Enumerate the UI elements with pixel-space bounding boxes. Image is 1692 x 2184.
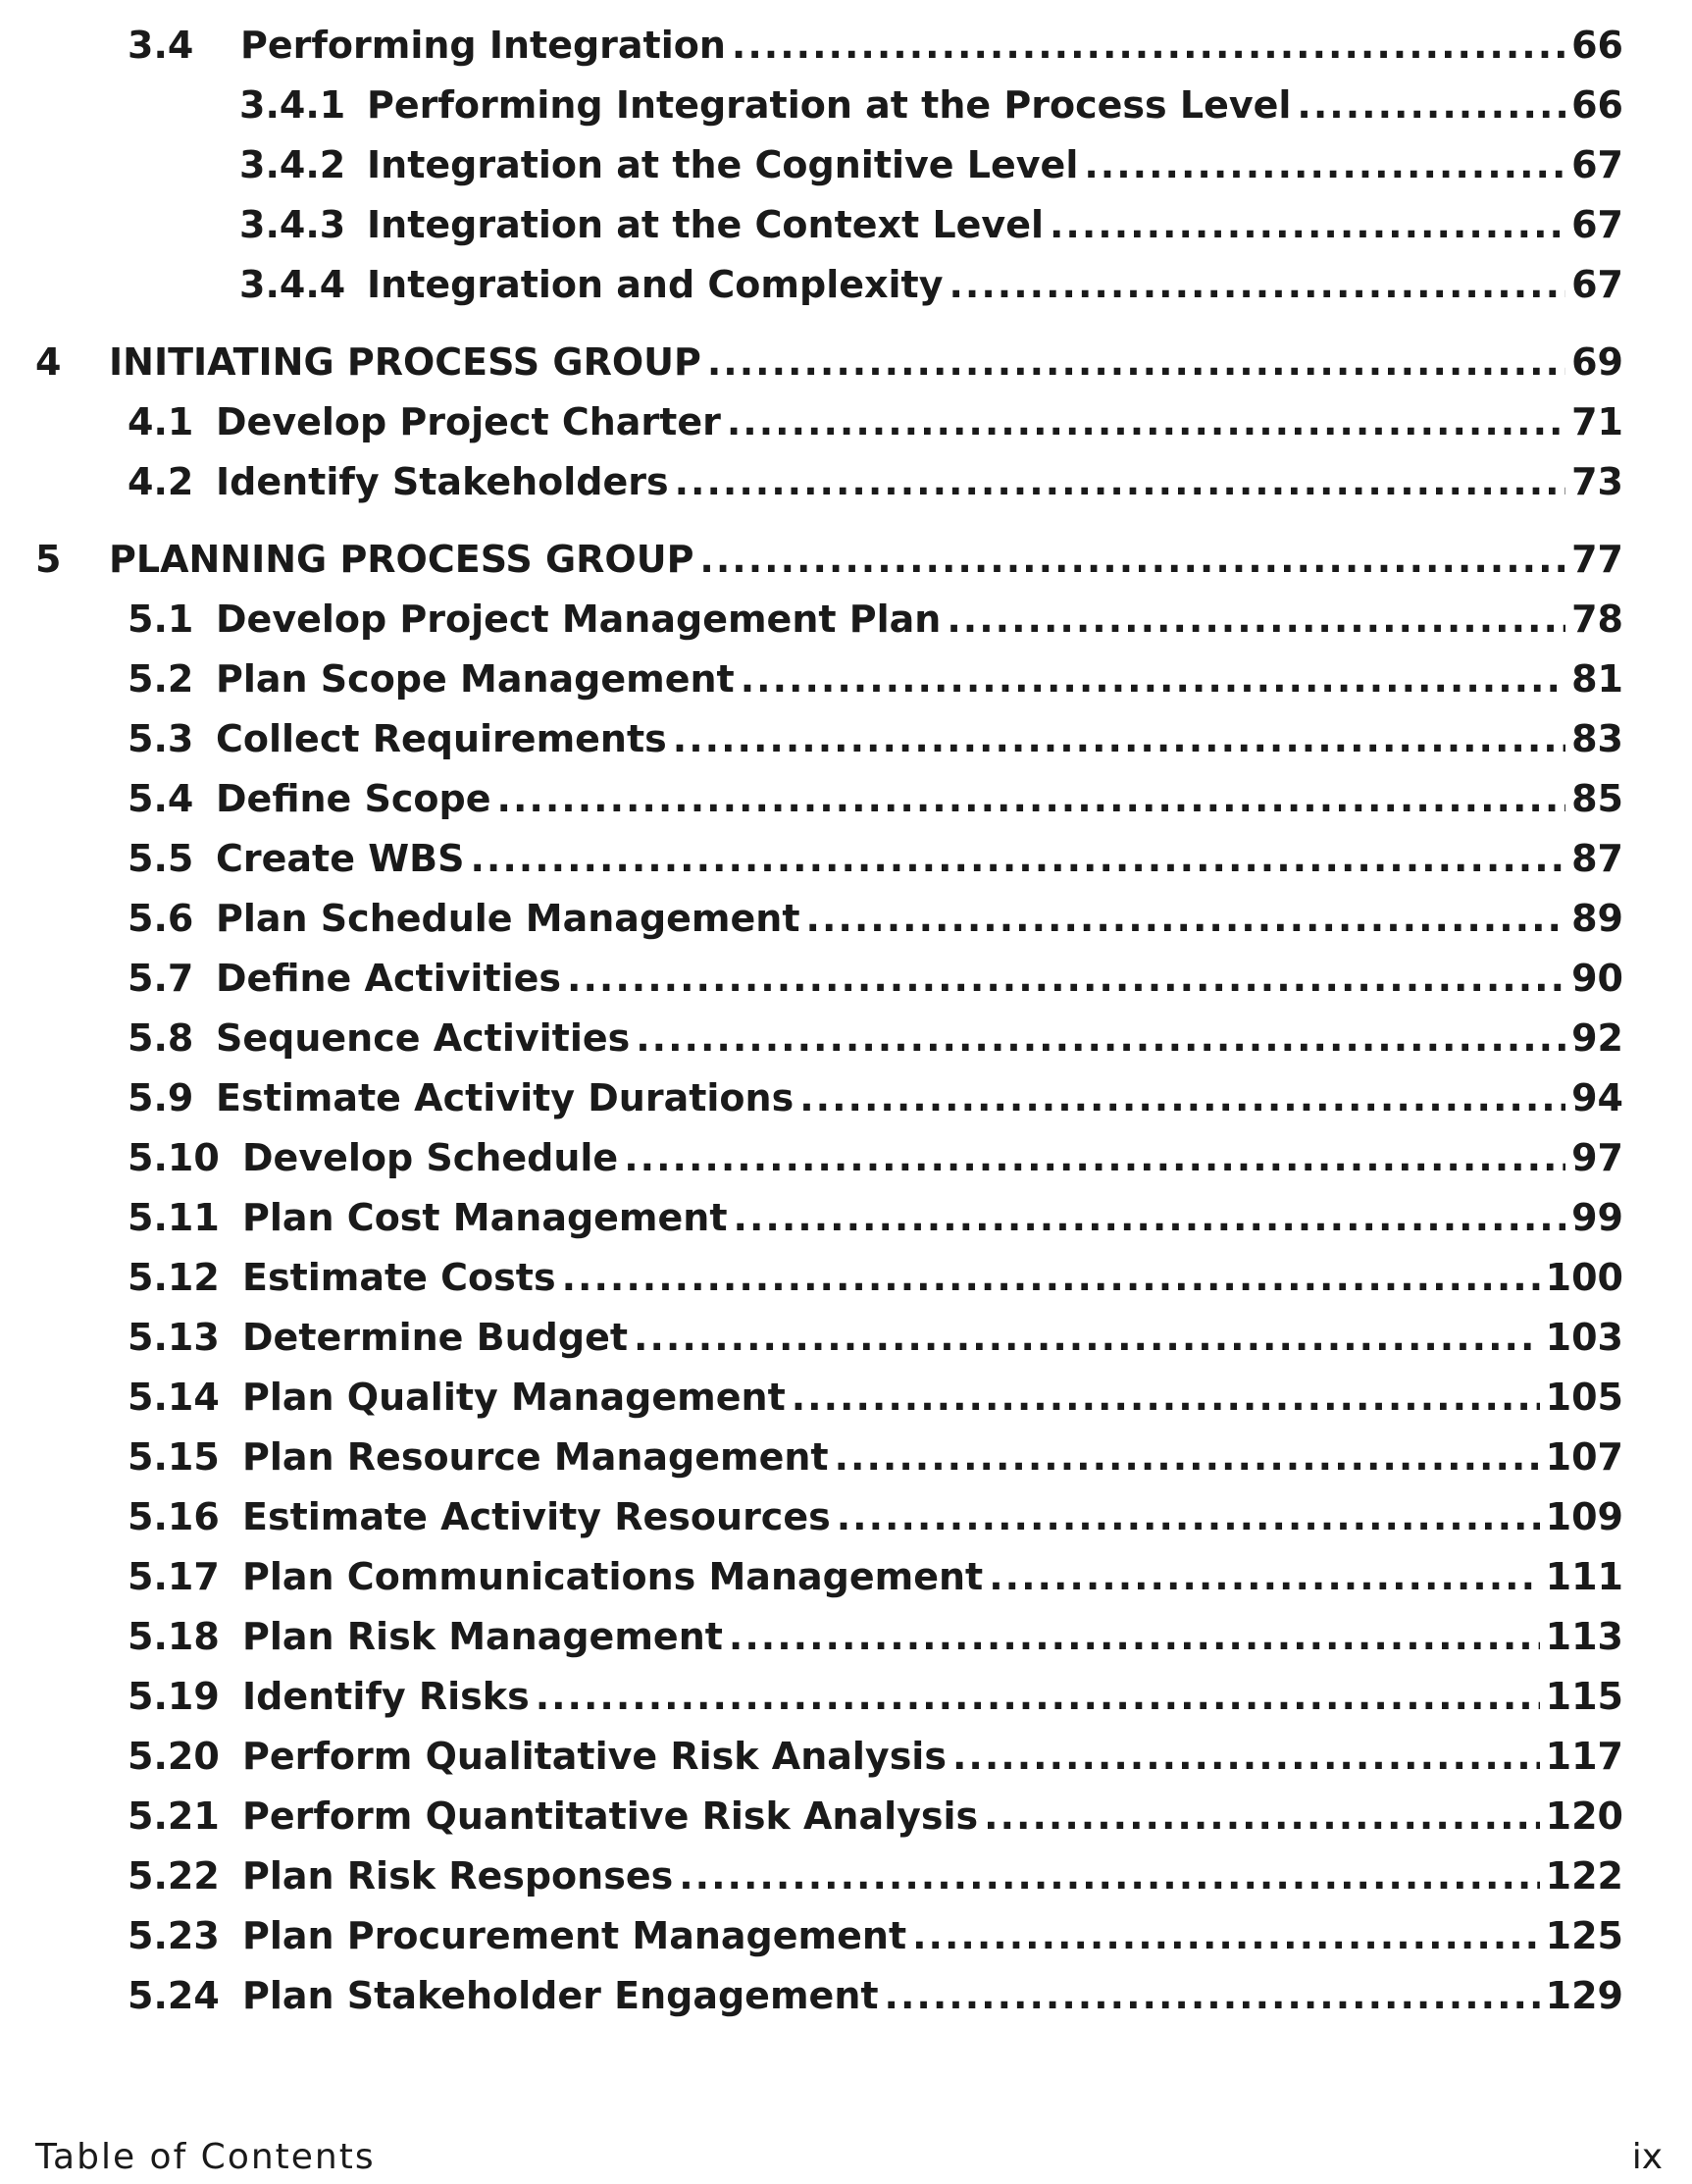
toc-entry-title: INITIATING PROCESS GROUP bbox=[109, 340, 701, 384]
toc-dot-leader bbox=[636, 1013, 1565, 1064]
toc-entry-title: Define Activities bbox=[216, 957, 562, 1000]
toc-entry-number: 5.21 bbox=[128, 1794, 220, 1838]
toc-entry[interactable] bbox=[128, 1731, 1623, 1782]
toc-entry-number: 5.20 bbox=[128, 1735, 220, 1778]
toc-entry[interactable] bbox=[128, 456, 1623, 507]
toc-entry-page: 111 bbox=[1545, 1555, 1623, 1598]
toc-entry-title: Plan Resource Management bbox=[242, 1435, 829, 1479]
toc-dot-leader bbox=[673, 713, 1565, 764]
toc-entry-page: 94 bbox=[1571, 1076, 1623, 1119]
toc-entry-title: Plan Risk Management bbox=[242, 1615, 723, 1658]
toc-entry-number: 5.22 bbox=[128, 1854, 220, 1898]
toc-entry-page: 113 bbox=[1545, 1615, 1623, 1658]
toc-entry-page: 66 bbox=[1571, 83, 1623, 127]
toc-entry-page: 115 bbox=[1545, 1675, 1623, 1718]
toc-entry-title: Plan Communications Management bbox=[242, 1555, 984, 1598]
toc-entry-title: Estimate Costs bbox=[242, 1256, 556, 1299]
toc-entry-page: 97 bbox=[1571, 1136, 1623, 1179]
toc-entry-title: Sequence Activities bbox=[216, 1016, 631, 1060]
toc-entry-page: 85 bbox=[1571, 777, 1623, 820]
toc-entry-title: Collect Requirements bbox=[216, 717, 667, 760]
toc-entry-page: 105 bbox=[1545, 1376, 1623, 1419]
toc-dot-leader bbox=[562, 1252, 1540, 1303]
toc-entry-title: Develop Project Charter bbox=[216, 400, 721, 443]
toc-entry[interactable] bbox=[128, 20, 1623, 71]
toc-entry-title: Integration at the Cognitive Level bbox=[367, 143, 1079, 186]
toc-entry-number: 5.13 bbox=[128, 1316, 220, 1359]
toc-entry-title: Create WBS bbox=[216, 837, 465, 880]
toc-entry-number: 5.3 bbox=[128, 717, 194, 760]
toc-dot-leader bbox=[675, 456, 1566, 507]
toc-dot-leader bbox=[470, 833, 1565, 884]
toc-entry[interactable] bbox=[128, 953, 1623, 1004]
toc-entry-number: 5.5 bbox=[128, 837, 194, 880]
toc-entry-title: Perform Quantitative Risk Analysis bbox=[242, 1794, 979, 1838]
toc-entry-title: Plan Schedule Management bbox=[216, 897, 800, 940]
toc-entry[interactable] bbox=[239, 139, 1623, 190]
toc-entry-number: 5.10 bbox=[128, 1136, 220, 1179]
toc-entry-title: Estimate Activity Resources bbox=[242, 1495, 831, 1538]
toc-entry-title: Plan Procurement Management bbox=[242, 1914, 907, 1957]
toc-entry[interactable] bbox=[239, 199, 1623, 250]
toc-dot-leader bbox=[835, 1431, 1540, 1482]
toc-entry-page: 122 bbox=[1545, 1854, 1623, 1898]
toc-entry[interactable] bbox=[128, 1910, 1623, 1961]
toc-dot-leader bbox=[732, 20, 1565, 71]
toc-entry-title: Integration at the Context Level bbox=[367, 203, 1044, 246]
toc-entry-number: 5.24 bbox=[128, 1974, 220, 2017]
toc-entry-number: 5 bbox=[35, 538, 62, 581]
toc-entry[interactable] bbox=[239, 79, 1623, 130]
toc-entry[interactable] bbox=[128, 773, 1623, 824]
toc-entry-page: 78 bbox=[1571, 598, 1623, 641]
toc-entry-page: 67 bbox=[1571, 263, 1623, 306]
toc-entry[interactable] bbox=[239, 259, 1623, 310]
toc-entry-page: 90 bbox=[1571, 957, 1623, 1000]
toc-entry-number: 5.14 bbox=[128, 1376, 220, 1419]
toc-entry-number: 5.18 bbox=[128, 1615, 220, 1658]
toc-entry[interactable] bbox=[128, 594, 1623, 645]
toc-entry[interactable] bbox=[35, 337, 1623, 388]
toc-entry-number: 5.11 bbox=[128, 1196, 220, 1239]
toc-entry[interactable] bbox=[128, 1312, 1623, 1363]
toc-entry[interactable] bbox=[35, 534, 1623, 585]
toc-entry-page: 66 bbox=[1571, 24, 1623, 67]
toc-entry-page: 87 bbox=[1571, 837, 1623, 880]
toc-entry-number: 5.1 bbox=[128, 598, 194, 641]
toc-entry-title: Plan Quality Management bbox=[242, 1376, 786, 1419]
toc-dot-leader bbox=[734, 1192, 1566, 1243]
toc-entry-page: 81 bbox=[1571, 657, 1623, 701]
toc-entry-page: 89 bbox=[1571, 897, 1623, 940]
toc-entry-page: 73 bbox=[1571, 460, 1623, 503]
toc-dot-leader bbox=[799, 1072, 1565, 1123]
toc-entry-number: 4 bbox=[35, 340, 62, 384]
toc-dot-leader bbox=[885, 1970, 1540, 2021]
toc-entry-number: 3.4.3 bbox=[239, 203, 346, 246]
toc-entry-page: 71 bbox=[1571, 400, 1623, 443]
toc-entry[interactable] bbox=[128, 653, 1623, 704]
toc-entry-page: 67 bbox=[1571, 143, 1623, 186]
toc-entry-title: Plan Risk Responses bbox=[242, 1854, 674, 1898]
toc-entry-page: 100 bbox=[1545, 1256, 1623, 1299]
toc-dot-leader bbox=[806, 893, 1566, 944]
toc-dot-leader bbox=[837, 1491, 1540, 1542]
toc-entry[interactable] bbox=[128, 1491, 1623, 1542]
toc-entry-number: 5.16 bbox=[128, 1495, 220, 1538]
toc-entry-page: 109 bbox=[1545, 1495, 1623, 1538]
toc-entry-number: 5.19 bbox=[128, 1675, 220, 1718]
toc-dot-leader bbox=[912, 1910, 1540, 1961]
toc-entry[interactable] bbox=[128, 1551, 1623, 1602]
toc-entry-number: 5.2 bbox=[128, 657, 194, 701]
toc-entry[interactable] bbox=[128, 1431, 1623, 1482]
toc-entry[interactable] bbox=[128, 893, 1623, 944]
toc-entry-page: 92 bbox=[1571, 1016, 1623, 1060]
toc-entry[interactable] bbox=[128, 1192, 1623, 1243]
footer-section-label: Table of Contents bbox=[35, 2137, 376, 2177]
toc-entry-number: 4.1 bbox=[128, 400, 194, 443]
toc-entry-number: 5.8 bbox=[128, 1016, 194, 1060]
toc-dot-leader bbox=[984, 1791, 1540, 1842]
toc-entry[interactable] bbox=[128, 833, 1623, 884]
toc-entry[interactable] bbox=[128, 713, 1623, 764]
toc-dot-leader bbox=[497, 773, 1566, 824]
toc-dot-leader bbox=[634, 1312, 1540, 1363]
toc-entry-page: 120 bbox=[1545, 1794, 1623, 1838]
toc-entry-page: 129 bbox=[1545, 1974, 1623, 2017]
toc-entry-title: Define Scope bbox=[216, 777, 491, 820]
toc-entry-title: Identify Stakeholders bbox=[216, 460, 669, 503]
toc-entry-title: Plan Scope Management bbox=[216, 657, 735, 701]
toc-entry[interactable] bbox=[128, 1970, 1623, 2021]
toc-entry-title: Performing Integration bbox=[240, 24, 726, 67]
toc-entry-title: Estimate Activity Durations bbox=[216, 1076, 795, 1119]
toc-dot-leader bbox=[949, 259, 1565, 310]
toc-entry[interactable] bbox=[128, 1611, 1623, 1662]
toc-entry-title: Integration and Complexity bbox=[367, 263, 944, 306]
toc-entry-title: Develop Project Management Plan bbox=[216, 598, 942, 641]
toc-entry-page: 125 bbox=[1545, 1914, 1623, 1957]
toc-entry-title: Perform Qualitative Risk Analysis bbox=[242, 1735, 947, 1778]
toc-entry-number: 3.4.2 bbox=[239, 143, 346, 186]
toc-entry[interactable] bbox=[128, 1671, 1623, 1722]
toc-entry[interactable] bbox=[128, 1132, 1623, 1183]
toc-dot-leader bbox=[741, 653, 1565, 704]
toc-dot-leader bbox=[792, 1372, 1540, 1423]
toc-entry-number: 5.6 bbox=[128, 897, 194, 940]
toc-dot-leader bbox=[679, 1850, 1539, 1901]
toc-entry-number: 3.4 bbox=[128, 24, 194, 67]
toc-entry-number: 4.2 bbox=[128, 460, 194, 503]
toc-entry-page: 69 bbox=[1571, 340, 1623, 384]
toc-dot-leader bbox=[729, 1611, 1540, 1662]
toc-dot-leader bbox=[1084, 139, 1565, 190]
toc-entry-page: 117 bbox=[1545, 1735, 1623, 1778]
toc-entry[interactable] bbox=[128, 1013, 1623, 1064]
toc-dot-leader bbox=[947, 594, 1565, 645]
toc-dot-leader bbox=[1050, 199, 1565, 250]
toc-entry-page: 77 bbox=[1571, 538, 1623, 581]
toc-entry-number: 5.23 bbox=[128, 1914, 220, 1957]
toc-entry-title: Performing Integration at the Process Level bbox=[367, 83, 1292, 127]
toc-entry-page: 99 bbox=[1571, 1196, 1623, 1239]
toc-entry-page: 103 bbox=[1545, 1316, 1623, 1359]
toc-entry-number: 5.7 bbox=[128, 957, 194, 1000]
toc-entry-title: PLANNING PROCESS GROUP bbox=[109, 538, 694, 581]
toc-dot-leader bbox=[536, 1671, 1540, 1722]
toc-entry[interactable] bbox=[128, 1791, 1623, 1842]
footer-page-number: ix bbox=[1631, 2137, 1663, 2177]
toc-entry-number: 3.4.1 bbox=[239, 83, 346, 127]
toc-entry-page: 107 bbox=[1545, 1435, 1623, 1479]
toc-dot-leader bbox=[699, 534, 1565, 585]
toc-dot-leader bbox=[1297, 79, 1565, 130]
toc-dot-leader bbox=[727, 396, 1565, 447]
toc-entry-number: 5.9 bbox=[128, 1076, 194, 1119]
toc-dot-leader bbox=[707, 337, 1565, 388]
toc-entry[interactable] bbox=[128, 1252, 1623, 1303]
toc-entry[interactable] bbox=[128, 1850, 1623, 1901]
toc-entry[interactable] bbox=[128, 1372, 1623, 1423]
toc-entry[interactable] bbox=[128, 396, 1623, 447]
toc-entry-page: 83 bbox=[1571, 717, 1623, 760]
toc-entry-number: 3.4.4 bbox=[239, 263, 346, 306]
toc-dot-leader bbox=[989, 1551, 1539, 1602]
toc-dot-leader bbox=[567, 953, 1565, 1004]
toc-entry[interactable] bbox=[128, 1072, 1623, 1123]
toc-dot-leader bbox=[624, 1132, 1565, 1183]
toc-entry-number: 5.15 bbox=[128, 1435, 220, 1479]
toc-entry-title: Develop Schedule bbox=[242, 1136, 619, 1179]
toc-entry-number: 5.12 bbox=[128, 1256, 220, 1299]
toc-entry-number: 5.17 bbox=[128, 1555, 220, 1598]
toc-entry-title: Plan Cost Management bbox=[242, 1196, 728, 1239]
toc-entry-title: Identify Risks bbox=[242, 1675, 530, 1718]
toc-dot-leader bbox=[952, 1731, 1540, 1782]
toc-entry-title: Determine Budget bbox=[242, 1316, 629, 1359]
toc-entry-page: 67 bbox=[1571, 203, 1623, 246]
toc-entry-number: 5.4 bbox=[128, 777, 194, 820]
toc-entry-title: Plan Stakeholder Engagement bbox=[242, 1974, 879, 2017]
